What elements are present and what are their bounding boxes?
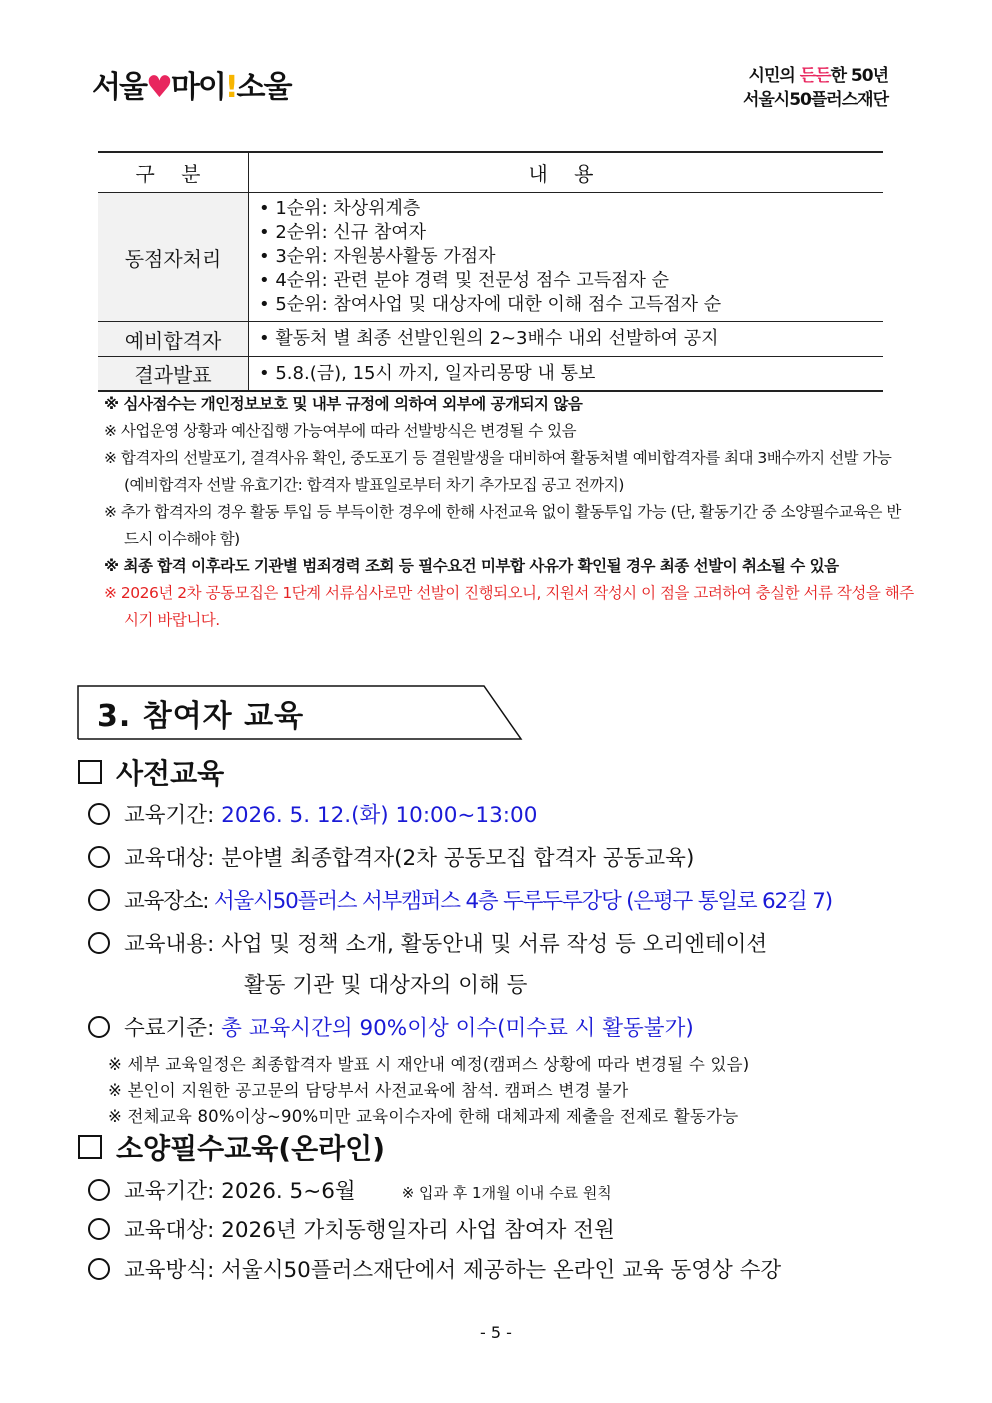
list-item: 교육기간: 2026. 5. 12.(화) 10:00~13:00 bbox=[88, 798, 537, 829]
list-item: 교육방식: 서울시50플러스재단에서 제공하는 온라인 교육 동영상 수강 bbox=[88, 1253, 781, 1284]
selection-notes bbox=[104, 391, 914, 634]
section-title: 3. 참여자 교육 bbox=[97, 699, 305, 734]
circle-bullet-icon bbox=[88, 803, 110, 825]
list-item: • 3순위: 자원봉사활동 가점자 bbox=[259, 245, 883, 269]
list-item: • 2순위: 신규 참여자 bbox=[259, 221, 883, 245]
circle-bullet-icon bbox=[88, 1016, 110, 1038]
circle-bullet-icon bbox=[88, 1179, 110, 1201]
circle-bullet-icon bbox=[88, 846, 110, 868]
note: ※ 사업운영 상황과 예산집행 가능여부에 따라 선발방식은 변경될 수 있음 bbox=[104, 422, 577, 440]
column-header-category: 구 분 bbox=[98, 152, 249, 193]
note: ※ 심사점수는 개인정보보호 및 내부 규정에 의하여 외부에 공개되지 않음 bbox=[104, 395, 583, 413]
row-content bbox=[249, 357, 884, 392]
row-content bbox=[249, 322, 884, 357]
table-row bbox=[98, 193, 883, 322]
note: ※ 추가 합격자의 경우 활동 투입 등 부득이한 경우에 한해 사전교육 없이 활동투입 가능 (단, 활동기간 중 소양필수교육은 반드시 이수해야 함) bbox=[104, 503, 901, 548]
list-item: 교육대상: 분야별 최종합격자(2차 공동모집 합격자 공동교육) bbox=[88, 841, 694, 872]
note: ※ 본인이 지원한 공고문의 담당부서 사전교육에 참석. 캠퍼스 변경 불가 bbox=[108, 1081, 629, 1100]
row-content bbox=[249, 193, 884, 322]
list-item: 수료기준: 총 교육시간의 90%이상 이수(미수료 시 활동불가) bbox=[88, 1011, 694, 1042]
header-slogan: 시민의 든든한 50년 서울시50플러스재단 bbox=[742, 66, 888, 110]
list-item: • 활동처 별 최종 선발인원의 2~3배수 내외 선발하여 공지 bbox=[259, 327, 883, 351]
list-item: 교육대상: 2026년 가치동행일자리 사업 참여자 전원 bbox=[88, 1213, 615, 1244]
checkbox-square-icon bbox=[78, 760, 102, 784]
note: ※ 세부 교육일정은 최종합격자 발표 시 재안내 예정(캠퍼스 상황에 따라 변경될 수 있음) bbox=[108, 1055, 750, 1074]
page-number: - 5 - bbox=[480, 1323, 512, 1342]
note: ※ 최종 합격 이후라도 기관별 범죄경력 조회 등 필수요건 미부합 사유가 확인될 경우 최종 선발이 취소될 수 있음 bbox=[104, 557, 839, 575]
table-row bbox=[98, 322, 883, 357]
list-item: • 5.8.(금), 15시 까지, 일자리몽땅 내 통보 bbox=[259, 362, 883, 386]
circle-bullet-icon bbox=[88, 1218, 110, 1240]
foundation-logo: 서울♥마이!소울 bbox=[92, 70, 291, 105]
subsection-title-pre-education: 사전교육 bbox=[78, 752, 224, 792]
list-item: • 5순위: 참여사업 및 대상자에 대한 이해 점수 고득점자 순 bbox=[259, 293, 883, 317]
checkbox-square-icon bbox=[78, 1135, 102, 1159]
note: ※ 2026년 2차 공동모집은 1단계 서류심사로만 선발이 진행되오니, 지원서 작성시 이 점을 고려하여 충실한 서류 작성을 해주시기 바랍니다. bbox=[104, 584, 914, 629]
circle-bullet-icon bbox=[88, 889, 110, 911]
circle-bullet-icon bbox=[88, 1258, 110, 1280]
column-header-content: 내 용 bbox=[249, 152, 884, 193]
table-header-row bbox=[98, 152, 883, 193]
row-label: 예비합격자 bbox=[98, 322, 249, 357]
list-item: 교육장소: 서울시50플러스 서부캠퍼스 4층 두루두루강당 (은평구 통일로 62길 7) bbox=[88, 884, 832, 915]
pre-education-notes bbox=[108, 1052, 749, 1130]
row-label: 결과발표 bbox=[98, 357, 249, 392]
table-row bbox=[98, 357, 883, 392]
note: ※ 합격자의 선발포기, 결격사유 확인, 중도포기 등 결원발생을 대비하여 활동처별 예비합격자를 최대 3배수까지 선발 가능 (예비합격자 선발 유효기간: 합격자 발표일로부터 차기 추가모집 공고 전까지) bbox=[104, 449, 892, 494]
circle-bullet-icon bbox=[88, 932, 110, 954]
list-item: • 1순위: 차상위계층 bbox=[259, 197, 883, 221]
subsection-title-required-education: 소양필수교육(온라인) bbox=[78, 1127, 385, 1167]
list-item: 교육내용: 사업 및 정책 소개, 활동안내 및 서류 작성 등 오리엔테이션 bbox=[88, 927, 767, 958]
list-item: • 4순위: 관련 분야 경력 및 전문성 점수 고득점자 순 bbox=[259, 269, 883, 293]
list-item: 교육기간: 2026. 5~6월 ※ 입과 후 1개월 이내 수료 원칙 bbox=[88, 1174, 612, 1205]
section-heading bbox=[77, 685, 522, 739]
note: ※ 전체교육 80%이상~90%미만 교육이수자에 한해 대체과제 제출을 전제로 활동가능 bbox=[108, 1107, 739, 1126]
heart-icon: ♥ bbox=[145, 70, 171, 105]
list-item-continuation: 활동 기관 및 대상자의 이해 등 bbox=[244, 973, 528, 998]
selection-criteria-table bbox=[98, 151, 883, 392]
row-label: 동점자처리 bbox=[98, 193, 249, 322]
